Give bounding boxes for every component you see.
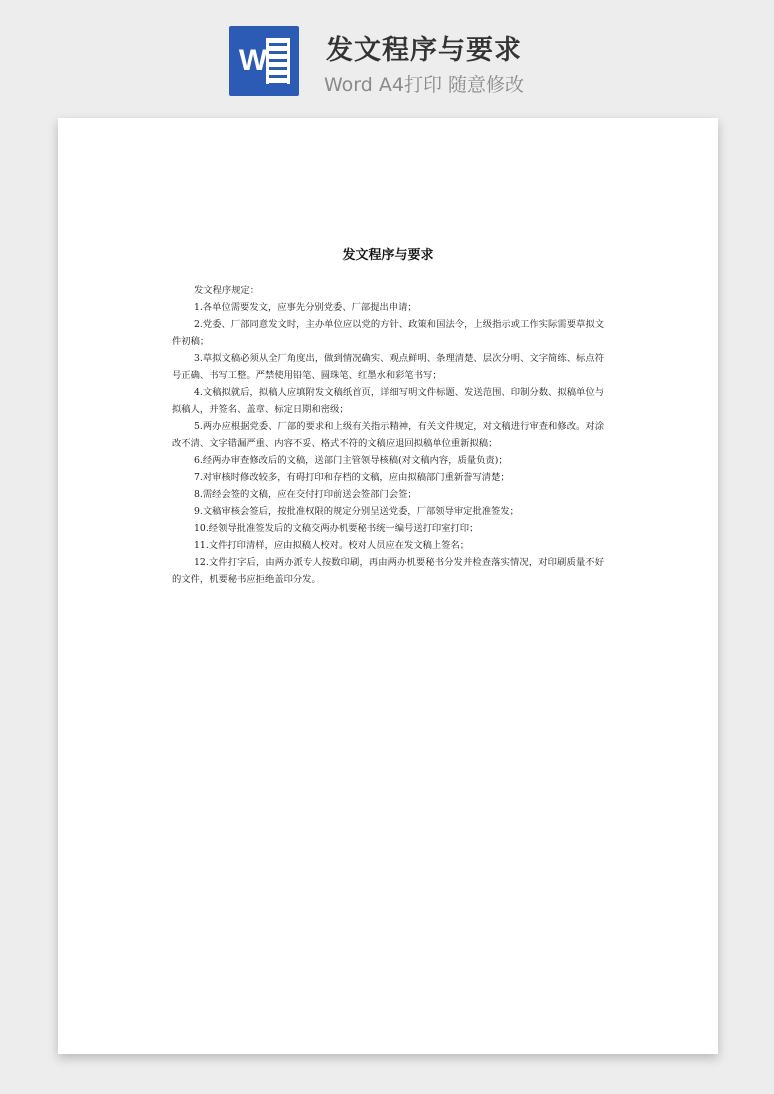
document-paragraph: 2.党委、厂部同意发文时，主办单位应以党的方针、政策和国法令，上级指示或工作实际需要草拟文件初稿；	[172, 319, 604, 347]
document-body	[172, 282, 604, 588]
header-title: 发文程序与要求	[326, 35, 522, 66]
document-paragraph: 5.两办应根据党委、厂部的要求和上级有关指示精神，有关文件规定，对文稿进行审查和修改。对涂改不清、文字错漏严重、内容不妥、格式不符的文稿应退回拟稿单位重新拟稿；	[172, 421, 604, 449]
document-paragraph: 3.草拟文稿必须从全厂角度出，做到情况确实、观点鲜明、条理清楚、层次分明、文字简练、标点符号正确、书写工整。严禁使用铅笔、圆珠笔、红墨水和彩笔书写；	[172, 353, 604, 381]
document-paragraph: 11.文件打印清样，应由拟稿人校对。校对人员应在发文稿上签名；	[194, 540, 470, 551]
document-intro: 发文程序规定：	[194, 285, 260, 296]
document-paragraph: 10.经领导批准签发后的文稿交两办机要秘书统一编号送打印室打印；	[194, 523, 479, 534]
header-subtitle: Word A4打印 随意修改	[324, 74, 525, 96]
header	[0, 0, 774, 110]
document-page	[58, 118, 718, 1054]
document-title: 发文程序与要求	[342, 248, 434, 263]
word-document-icon	[229, 26, 299, 96]
document-paragraph: 6.经两办审查修改后的文稿，送部门主管领导核稿(对文稿内容，质量负责)；	[194, 455, 508, 466]
document-paragraph: 8.需经会签的文稿，应在交付打印前送会签部门会签；	[194, 489, 417, 500]
word-icon-letter: W	[238, 44, 268, 77]
document-paragraph: 12.文件打字后，由两办派专人按数印刷，再由两办机要秘书分发并检查落实情况，对印刷质量不好的文件，机要秘书应拒绝盖印分发。	[172, 557, 604, 585]
document-paragraph: 9.文稿审核会签后，按批准权限的规定分别呈送党委，厂部领导审定批准签发；	[194, 506, 519, 517]
document-paragraph: 4.文稿拟就后，拟稿人应填附发文稿纸首页，详细写明文件标题、发送范围、印制分数、拟稿单位与拟稿人，并签名、盖章、标定日期和密级；	[172, 387, 604, 415]
document-paragraph: 1.各单位需要发文，应事先分别党委、厂部提出申请；	[194, 302, 417, 313]
document-paragraph: 7.对审核时修改较多，有碍打印和存档的文稿，应由拟稿部门重新誊写清楚；	[194, 472, 510, 483]
